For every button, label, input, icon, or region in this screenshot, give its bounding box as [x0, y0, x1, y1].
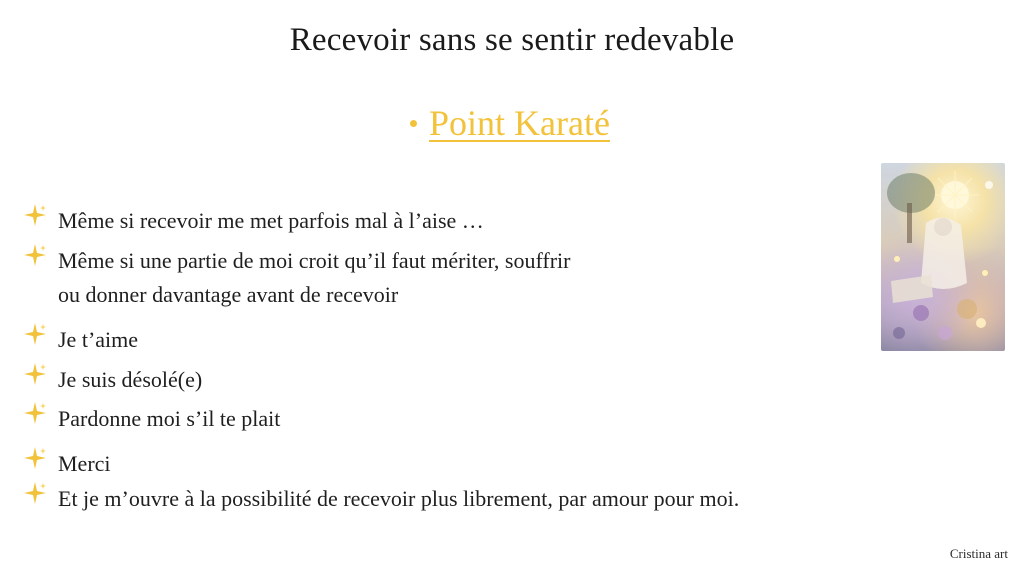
slide-title: Recevoir sans se sentir redevable — [289, 22, 735, 58]
list-item-text: Merci — [58, 451, 111, 476]
watermark-signature: Cristina art — [949, 546, 1008, 561]
list-item — [22, 244, 571, 312]
sparkle-icon — [22, 480, 48, 506]
sparkle-icon — [22, 202, 48, 228]
sparkle-icon — [22, 242, 48, 268]
list-item — [22, 204, 484, 238]
list-item — [22, 402, 280, 436]
sparkle-icon — [22, 400, 48, 426]
list-item-text: Je t’aime — [58, 327, 139, 352]
sparkle-icon — [22, 321, 48, 347]
subtitle-link[interactable]: Point Karaté — [429, 103, 610, 143]
list-item-text: Et je m’ouvre à la possibilité de recevoir plus librement, par amour pour moi. — [58, 486, 740, 511]
list-item — [22, 447, 111, 481]
artwork-image — [881, 163, 1005, 351]
sparkle-icon — [22, 445, 48, 471]
sparkle-icon — [22, 361, 48, 387]
list-item-text: Pardonne moi s’il te plait — [58, 406, 281, 431]
list-item-text: Je suis désolé(e) — [58, 367, 203, 392]
list-item-text: Même si recevoir me met parfois mal à l’aise … — [58, 208, 484, 233]
list-item — [22, 363, 202, 397]
subtitle-row — [410, 100, 610, 146]
list-item-text: Même si une partie de moi croit qu’il faut mériter, souffrir ou donner davantage avant de recevoir — [58, 248, 571, 307]
bullet-dot-icon — [410, 120, 417, 127]
artwork-illustration — [881, 163, 1005, 351]
list-item — [22, 323, 138, 357]
list-item — [22, 482, 739, 516]
